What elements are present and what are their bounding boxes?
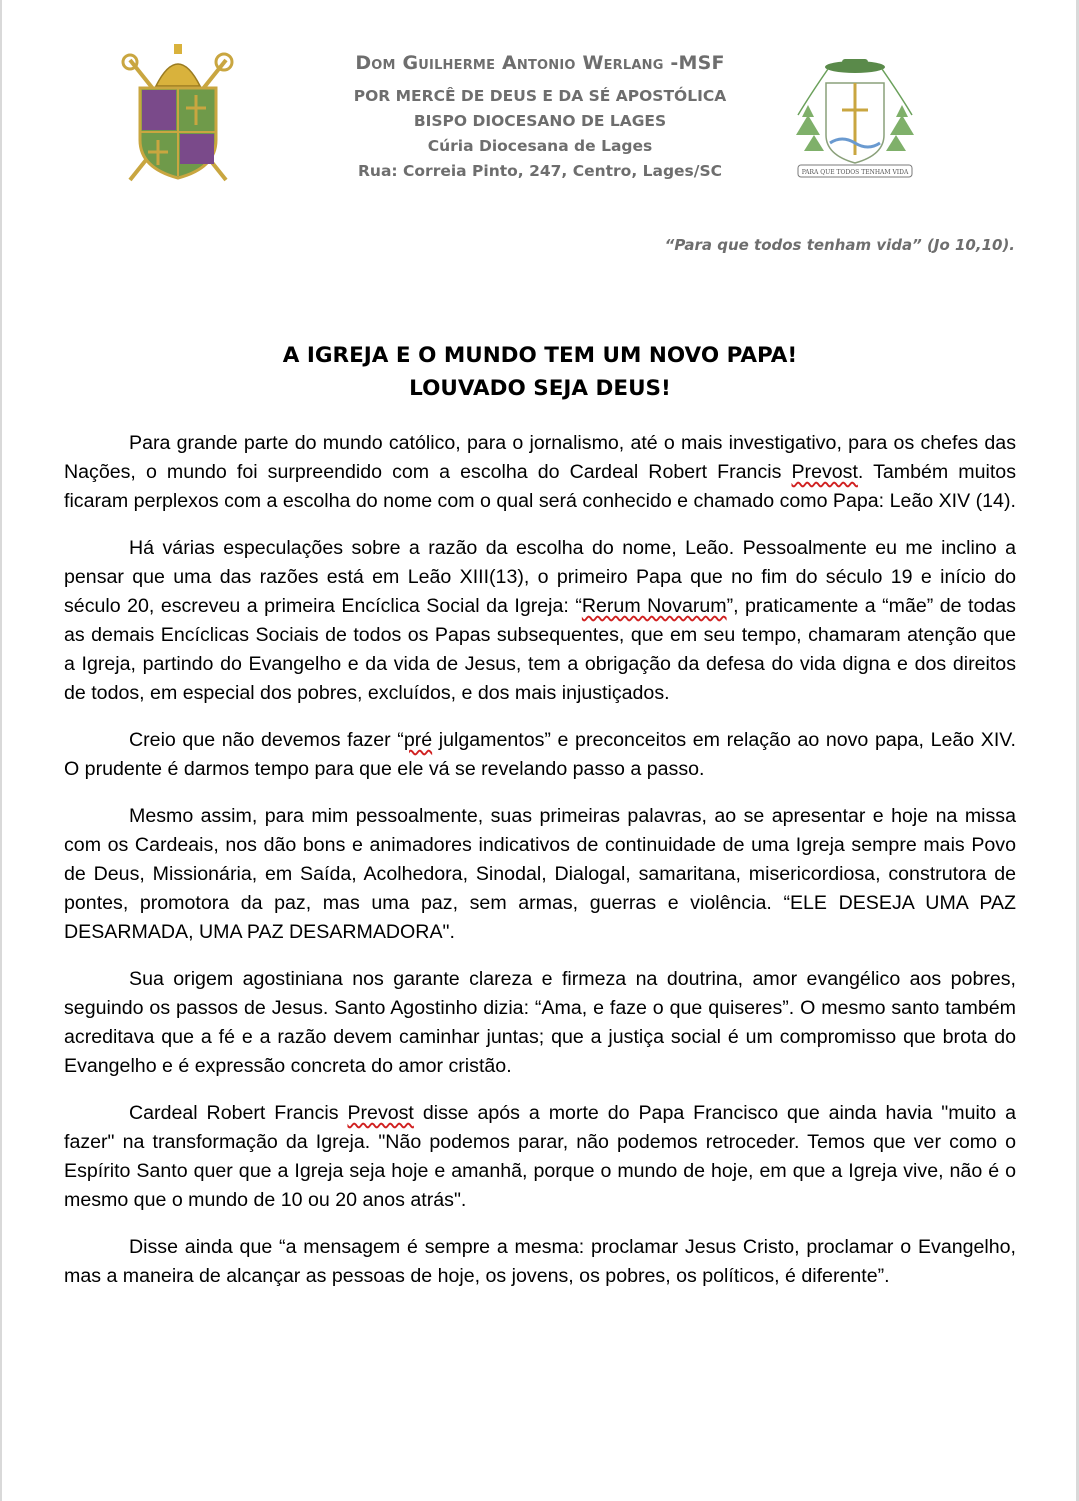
document-body <box>64 429 1016 1309</box>
seal-motto: PARA QUE TODOS TENHAM VIDA <box>801 169 909 176</box>
paragraph-2: Há várias especulações sobre a razão da escolha do nome, Leão. Pessoalmente eu me inclino a pensar que uma das razões está em Leão XIII(13), o primeiro Papa que no fim do século 19 e início do século 20, escreveu a primeira Encíclica Social da Igreja: “Rerum Novarum”, praticamente a “mãe” de todas as demais Encíclicas Sociais de todos os Papas subsequentes, que em seu tempo, chamaram atenção que a Igreja, partindo do Evangelho e da vida de Jesus, tem a obrigação da defesa do vida digna e dos direitos de todos, em especial dos pobres, excluídos, e dos mais injustiçados. <box>64 537 1016 704</box>
bishop-name: Dom Guilherme Antonio Werlang -MSF <box>355 52 725 74</box>
letterhead <box>300 52 780 184</box>
paragraph-1: Para grande parte do mundo católico, para o jornalismo, até o mais investigativo, para os chefes das Nações, o mundo foi surpreendido com a escolha do Cardeal Robert Francis Prevost. Também muitos ficaram perplexos com a escolha do nome com o qual será conhecido e chamado como Papa: Leão XIV (14). <box>64 432 1016 512</box>
title-line-1: A IGREJA E O MUNDO TEM UM NOVO PAPA! <box>282 343 798 368</box>
motto: “Para que todos tenham vida” (Jo 10,10). <box>664 236 1015 254</box>
paragraph-5: Sua origem agostiniana nos garante clareza e firmeza na doutrina, amor evangélico aos pobres, seguindo os passos de Jesus. Santo Agostinho dizia: “Ama, e faze o que quiseres”. O mesmo santo também acreditava que a fé e a razão devem caminhar juntas; que a justiça social é um compromisso que brota do Evangelho e é expressão concreta do amor cristão. <box>64 968 1016 1077</box>
bishop-coat-of-arms-icon <box>790 55 920 180</box>
letterhead-line-1: POR MERCÊ DE DEUS E DA SÉ APOSTÓLICA <box>353 87 727 105</box>
letterhead-line-2: BISPO DIOCESANO DE LAGES <box>413 112 667 130</box>
paragraph-7: Disse ainda que “a mensagem é sempre a mesma: proclamar Jesus Cristo, proclamar o Evangelho, mas a maneira de alcançar as pessoas de hoje, os jovens, os pobres, os políticos, é diferente”. <box>64 1236 1016 1287</box>
spellcheck-word: Rerum Novarum <box>581 595 727 617</box>
paragraph-6: Cardeal Robert Francis Prevost disse após a morte do Papa Francisco que ainda havia "muito a fazer" na transformação da Igreja. "Não podemos parar, não podemos retroceder. Temos que ver como o Espírito Santo quer que a Igreja seja hoje e amanhã, porque o mundo de hoje, em que a Igreja vive, não é o mesmo que o mundo de 10 ou 20 anos atrás". <box>64 1102 1016 1211</box>
letterhead-line-3: Cúria Diocesana de Lages <box>427 137 653 155</box>
diocese-coat-of-arms-icon <box>118 40 238 185</box>
spellcheck-word: Prevost <box>347 1102 414 1124</box>
paragraph-4: Mesmo assim, para mim pessoalmente, suas primeiras palavras, ao se apresentar e hoje na missa com os Cardeais, nos dão bons e animadores indicativos de continuidade de uma Igreja sempre mais Povo de Deus, Missionária, em Saída, Acolhedora, Sinodal, Dialogal, samaritana, misericordiosa, construtora de pontes, promotora da paz, mas uma paz, sem armas, guerras e violência. “ELE DESEJA UMA PAZ DESARMADA, UMA PAZ DESARMADORA". <box>64 805 1016 943</box>
document-title <box>64 339 1016 405</box>
title-line-2: LOUVADO SEJA DEUS! <box>409 376 671 401</box>
page-edge-left <box>0 0 2 1501</box>
spellcheck-word: Prevost <box>791 461 858 483</box>
letterhead-line-4: Rua: Correia Pinto, 247, Centro, Lages/SC <box>358 162 722 180</box>
paragraph-3: Creio que não devemos fazer “pré julgamentos” e preconceitos em relação ao novo papa, Leão XIV. O prudente é darmos tempo para que ele vá se revelando passo a passo. <box>64 729 1016 780</box>
spellcheck-word: pré <box>403 729 433 751</box>
